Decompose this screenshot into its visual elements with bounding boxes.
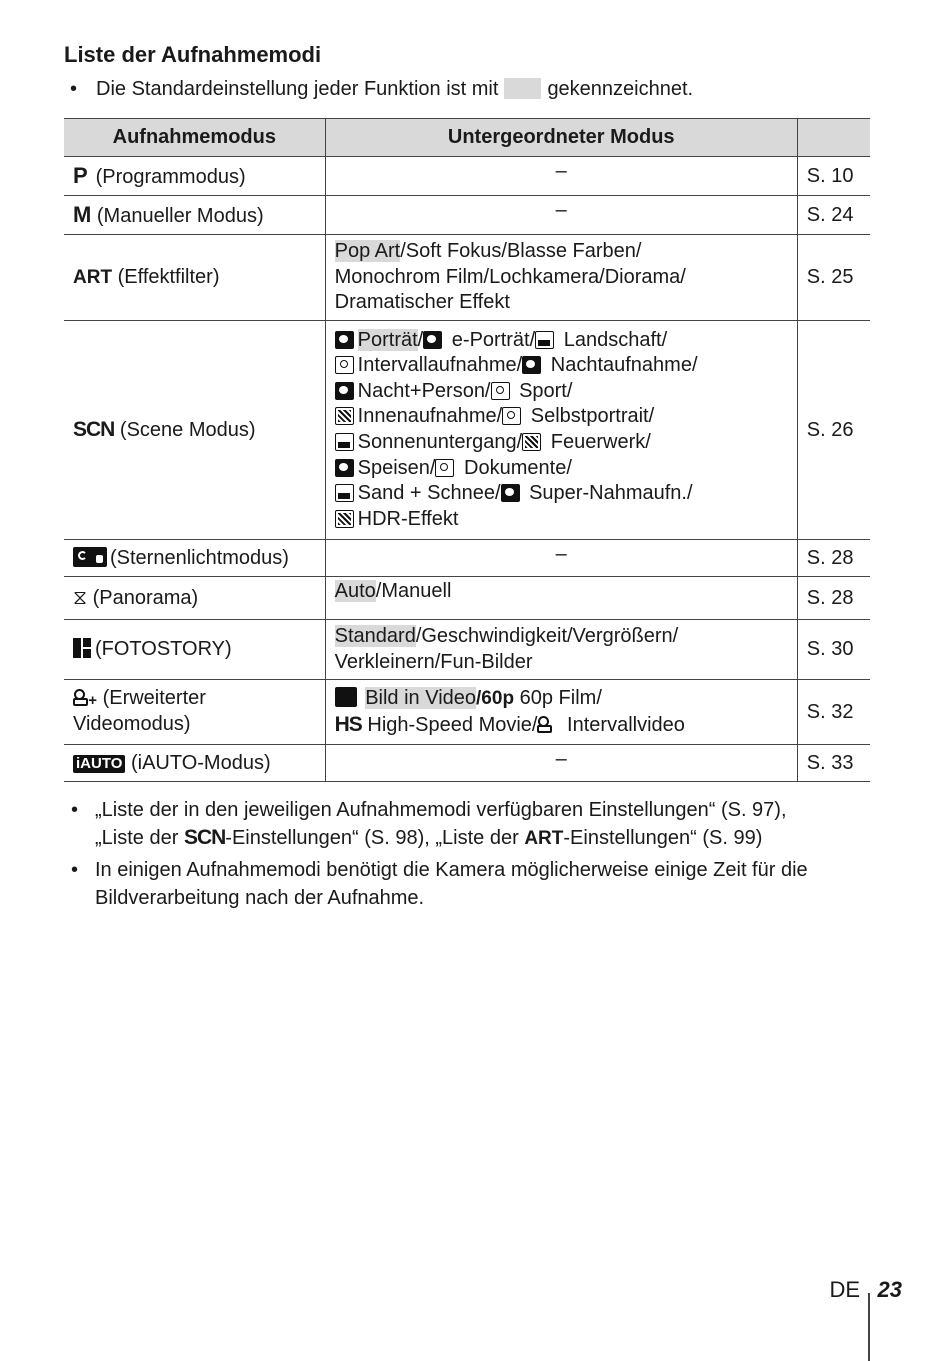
night-person-icon xyxy=(335,382,354,400)
scene-item: Landschaft/ xyxy=(563,328,668,351)
page-ref: S. 28 xyxy=(797,540,870,577)
mode-label: (Erweiterter xyxy=(102,687,206,710)
m-mode-icon: M xyxy=(73,202,92,227)
table-row xyxy=(64,196,870,235)
intro-bullet: • xyxy=(70,78,78,100)
page-ref: S. 24 xyxy=(797,196,870,235)
page-ref: S. 10 xyxy=(797,157,870,196)
mode-cell xyxy=(64,235,325,321)
iauto-mode-icon: iAUTO xyxy=(73,755,125,773)
scene-item: Sand + Schnee/ xyxy=(357,482,501,505)
submode-text: Verkleinern/Fun-Bilder xyxy=(334,650,533,673)
mode-cell xyxy=(64,577,325,620)
default-submode: Auto xyxy=(334,580,376,602)
scene-item: Speisen/ xyxy=(357,456,436,479)
hdr-icon xyxy=(335,510,354,528)
scene-item: HDR-Effekt xyxy=(357,507,459,530)
list-item xyxy=(64,796,874,853)
submode-text: High-Speed Movie/ xyxy=(367,713,538,736)
table-row xyxy=(64,577,870,620)
mode-label: (iAUTO-Modus) xyxy=(130,751,271,774)
table-row xyxy=(64,680,870,745)
plus-mark: + xyxy=(88,692,97,710)
scene-item: Innenaufnahme/ xyxy=(357,405,503,428)
scene-list-cell xyxy=(325,321,797,540)
separator: / xyxy=(417,328,424,351)
e-portrait-icon xyxy=(423,331,442,349)
cuisine-icon xyxy=(335,459,354,477)
note-text: „Liste der xyxy=(95,827,184,849)
mode-cell xyxy=(64,157,325,196)
landscape-icon xyxy=(535,331,554,349)
submode-cell xyxy=(325,680,797,745)
default-submode: Porträt xyxy=(357,328,418,351)
mode-cell xyxy=(64,745,325,782)
submode-text: /Soft Fokus/Blasse Farben/ xyxy=(400,240,642,263)
footer-divider xyxy=(868,1293,870,1361)
scene-item: Nachtaufnahme/ xyxy=(550,354,698,377)
default-submode: Bild in Video xyxy=(365,686,477,709)
submode-text: Dramatischer Effekt xyxy=(334,291,510,314)
scene-item: Sonnenuntergang/ xyxy=(357,431,523,453)
fireworks-icon xyxy=(522,433,541,451)
scene-item: Feuerwerk/ xyxy=(550,431,651,453)
self-portrait-icon xyxy=(502,407,521,425)
sport-icon xyxy=(491,382,510,400)
super-macro-icon xyxy=(501,484,520,502)
default-setting-swatch xyxy=(504,78,541,99)
sunset-icon xyxy=(335,433,354,451)
submode-text: 60p Film/ xyxy=(519,686,602,709)
note-text: -Einstellungen“ (S. 98), „Liste der xyxy=(225,827,525,849)
table-row xyxy=(64,745,870,782)
mode-label: (Manueller Modus) xyxy=(96,205,264,227)
60p-icon: /60p xyxy=(476,687,515,709)
submode-cell xyxy=(325,620,797,680)
header-page xyxy=(797,119,870,157)
scene-item: Super-Nahmaufn./ xyxy=(529,482,693,505)
high-speed-icon: HS xyxy=(334,712,362,736)
table-header-row xyxy=(64,119,870,157)
intro-text-after: gekennzeichnet. xyxy=(547,78,694,100)
mode-label: (Effektfilter) xyxy=(117,266,220,288)
art-inline-icon: ART xyxy=(524,828,564,849)
art-mode-icon: ART xyxy=(73,267,113,288)
mode-label: (FOTOSTORY) xyxy=(95,638,232,660)
language-code: DE xyxy=(829,1276,861,1302)
table-row xyxy=(64,540,870,577)
scene-item: Sport/ xyxy=(519,379,573,402)
submode-cell: – xyxy=(325,745,797,782)
note-text: -Einstellungen“ (S. 99) xyxy=(563,827,763,849)
page-ref: S. 33 xyxy=(797,745,870,782)
page-ref: S. 30 xyxy=(797,620,870,680)
submode-cell: – xyxy=(325,157,797,196)
scene-item: Selbstportrait/ xyxy=(530,405,655,428)
indoor-icon xyxy=(335,407,354,425)
mode-cell xyxy=(64,321,325,540)
mode-label: (Scene Modus) xyxy=(119,419,256,441)
header-mode: Aufnahmemodus xyxy=(64,119,325,157)
scn-mode-icon: SCN xyxy=(73,418,115,441)
panorama-mode-icon: ⧖ xyxy=(73,586,88,609)
table-row xyxy=(64,321,870,540)
page-heading: Liste der Aufnahmemodi xyxy=(64,42,322,67)
intro-note xyxy=(70,78,693,101)
starlight-mode-icon xyxy=(73,547,107,567)
page-number: 23 xyxy=(877,1276,902,1302)
page-ref: S. 28 xyxy=(797,577,870,620)
mode-cell xyxy=(64,196,325,235)
mode-label: (Programmodus) xyxy=(95,166,246,188)
interval-icon xyxy=(335,356,354,374)
submode-text: /Manuell xyxy=(375,580,452,602)
mode-label: (Panorama) xyxy=(92,586,199,609)
note-text: „Liste der in den jeweiligen Aufnahmemodi verfügbaren Einstellungen“ (S. 97), xyxy=(95,799,787,821)
note-text: In einigen Aufnahmemodi benötigt die Kamera möglicherweise einige Zeit für die Bildverarbeitung nach der Aufnahme. xyxy=(95,859,808,909)
page-ref: S. 25 xyxy=(797,235,870,321)
submode-cell: – xyxy=(325,540,797,577)
p-mode-icon: P xyxy=(73,163,88,188)
bullet: • xyxy=(71,859,79,881)
scn-inline-icon: SCN xyxy=(183,826,226,849)
submode-text: /Geschwindigkeit/Vergrößern/ xyxy=(415,624,679,647)
mode-cell xyxy=(64,540,325,577)
submode-cell xyxy=(325,235,797,321)
table-row xyxy=(64,620,870,680)
notes-list xyxy=(64,796,874,915)
intro-text-before: Die Standardeinstellung jeder Funktion ist mit xyxy=(96,78,499,100)
table-row xyxy=(64,157,870,196)
submode-text: Monochrom Film/Lochkamera/Diorama/ xyxy=(334,265,686,288)
scene-item: Intervallaufnahme/ xyxy=(357,354,523,377)
table-row xyxy=(64,235,870,321)
submode-cell: – xyxy=(325,196,797,235)
interval-video-icon xyxy=(537,716,559,734)
default-submode: Standard xyxy=(334,624,416,647)
beach-snow-icon xyxy=(335,484,354,502)
page-ref: S. 26 xyxy=(797,321,870,540)
shooting-modes-table xyxy=(64,118,870,782)
photo-story-icon xyxy=(73,638,91,658)
header-submode: Untergeordneter Modus xyxy=(325,119,797,157)
mode-label: (Sternenlichtmodus) xyxy=(110,546,289,569)
night-scene-icon xyxy=(522,356,541,374)
photo-in-video-icon xyxy=(335,687,357,707)
mode-cell xyxy=(64,620,325,680)
portrait-icon xyxy=(335,331,354,349)
submode-text: Intervallvideo xyxy=(567,713,685,736)
mode-label: Videomodus) xyxy=(73,713,191,735)
scene-item: Dokumente/ xyxy=(464,456,572,479)
mode-cell xyxy=(64,680,325,745)
submode-cell xyxy=(325,577,797,620)
scene-item: Nacht+Person/ xyxy=(357,379,491,402)
documents-icon xyxy=(435,459,454,477)
page-ref: S. 32 xyxy=(797,680,870,745)
list-item xyxy=(64,856,874,912)
scene-item: e-Porträt/ xyxy=(451,328,536,351)
default-submode: Pop Art xyxy=(334,240,401,263)
advanced-video-mode-icon xyxy=(73,689,97,710)
bullet: • xyxy=(71,799,79,821)
page-footer xyxy=(829,1268,902,1311)
